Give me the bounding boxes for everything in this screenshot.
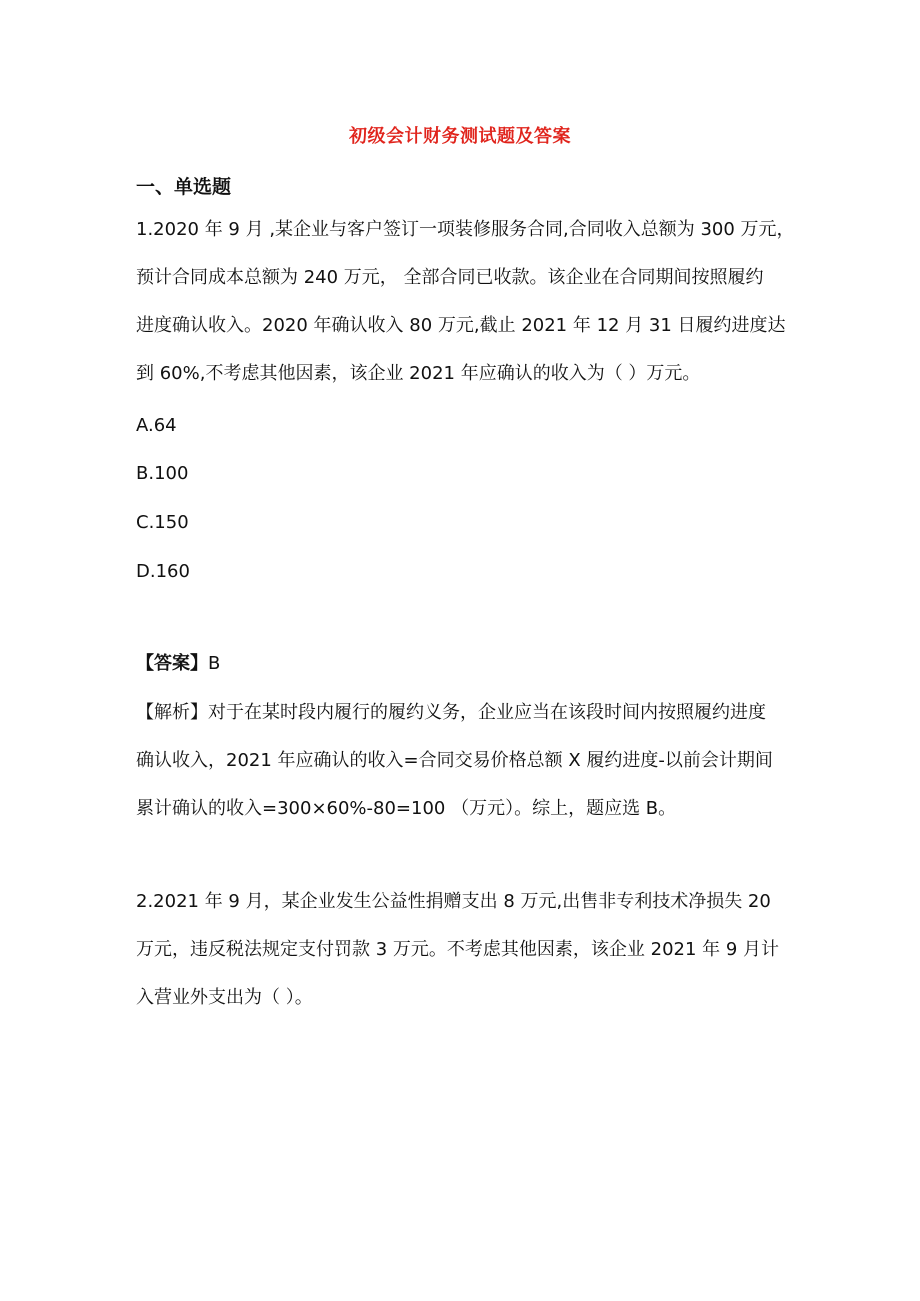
analysis-label: 【解析】 (136, 702, 208, 723)
analysis-line: 确认收入，2021 年应确认的收入=合同交易价格总额 X 履约进度-以前会计期间 (136, 750, 773, 771)
document-title: 初级会计财务测试题及答案 (349, 126, 571, 147)
analysis-line (136, 701, 796, 725)
option-b: B.100 (136, 463, 189, 484)
section-heading: 一、单选题 (136, 176, 232, 198)
question-1-line: 预计合同成本总额为 240 万元， 全部合同已收款。该企业在合同期间按照履约 (136, 267, 764, 288)
option-a: A.64 (136, 415, 177, 436)
analysis-block (136, 701, 796, 821)
question-1-line: 到 60%,不考虑其他因素，该企业 2021 年应确认的收入为（ ）万元。 (136, 363, 701, 384)
answer-line (136, 652, 220, 676)
analysis-text: 对于在某时段内履行的履约义务，企业应当在该段时间内按照履约进度 (208, 702, 766, 723)
question-1-stem (136, 218, 795, 386)
analysis-line: 累计确认的收入=300×60%-80=100 （万元）。综上，题应选 B。 (136, 798, 677, 819)
answer-value: B (208, 653, 221, 674)
question-2-line: 入营业外支出为（ ）。 (136, 987, 313, 1008)
answer-label: 【答案】 (136, 653, 208, 674)
question-2-line: 万元，违反税法规定支付罚款 3 万元。不考虑其他因素，该企业 2021 年 9 月计 (136, 939, 780, 960)
question-1-line: 进度确认收入。2020 年确认收入 80 万元,截止 2021 年 12 月 31 日履约进度达 (136, 315, 786, 336)
question-2-line: 2.2021 年 9 月，某企业发生公益性捐赠支出 8 万元,出售非专利技术净损失 20 (136, 891, 771, 912)
question-2-stem (136, 890, 786, 1010)
option-d: D.160 (136, 561, 190, 582)
question-1-line: 1.2020 年 9 月 ,某企业与客户签订一项装修服务合同,合同收入总额为 300 万元， (136, 219, 795, 240)
option-c: C.150 (136, 512, 189, 533)
